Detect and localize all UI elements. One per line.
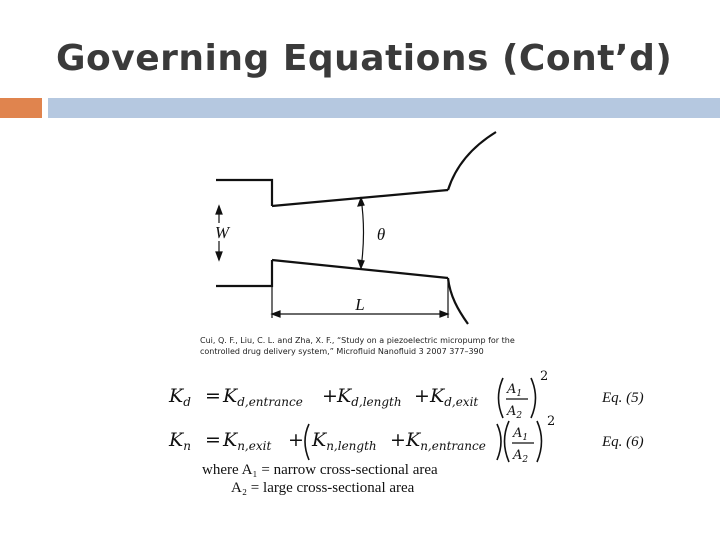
svg-text:A1: $A_1$ bbox=[507, 382, 523, 399]
svg-text:Kd,length: $K_{d,length}$ bbox=[337, 385, 402, 409]
eq6-tag: Eq. (6) bbox=[602, 434, 644, 450]
svg-text:Kd,exit: $K_{d,exit}$ bbox=[430, 385, 479, 409]
citation-line-2: controlled drug delivery system,” Microfluid Nanofluid 3 2007 377–390 bbox=[200, 347, 484, 356]
svg-text:Kn,length: $K_{n,length}$ bbox=[312, 429, 377, 453]
svg-text:+: + bbox=[390, 429, 406, 451]
svg-text:2: 2 bbox=[547, 414, 556, 429]
length-label: L bbox=[355, 295, 365, 314]
variable-definitions bbox=[202, 461, 438, 497]
svg-text:+: + bbox=[288, 429, 304, 451]
definition-a2: A₂ = large cross-sectional area bbox=[231, 480, 415, 496]
svg-text:2: 2 bbox=[540, 369, 549, 384]
equation-5 bbox=[168, 369, 644, 421]
diffuser-diagram bbox=[200, 128, 520, 328]
citation-line-1: Cui, Q. F., Liu, C. L. and Zha, X. F., “Study on a piezoelectric micropump for the bbox=[200, 336, 515, 345]
accent-bar-blue bbox=[48, 98, 720, 118]
svg-text:A2: $A_2$ bbox=[507, 404, 523, 421]
svg-text:Kn: $K_n$ bbox=[169, 429, 191, 453]
equation-6 bbox=[168, 414, 644, 465]
svg-text:Kd: $K_d$ bbox=[169, 385, 191, 409]
citation bbox=[200, 335, 540, 357]
svg-text:A2: $A_2$ bbox=[513, 448, 529, 465]
svg-text:Kn,entrance: $K_{n,entrance}$ bbox=[406, 429, 486, 453]
svg-text:Kn,exit: $K_{n,exit}$ bbox=[223, 429, 272, 453]
definition-a1: where A₁ = narrow cross-sectional area bbox=[202, 462, 438, 478]
svg-text:=: = bbox=[205, 385, 221, 407]
accent-bar-orange bbox=[0, 98, 42, 118]
svg-text:+: + bbox=[414, 385, 430, 407]
svg-text:=: = bbox=[205, 429, 221, 451]
svg-text:+: + bbox=[322, 385, 338, 407]
svg-text:Kd,entrance: $K_{d,entrance}$ bbox=[223, 385, 303, 409]
angle-label: θ bbox=[376, 225, 386, 244]
width-label: W bbox=[214, 223, 230, 242]
svg-text:A1: $A_1$ bbox=[513, 426, 529, 443]
eq5-tag: Eq. (5) bbox=[602, 390, 644, 406]
slide-title: Governing Equations (Cont’d) bbox=[56, 38, 673, 79]
